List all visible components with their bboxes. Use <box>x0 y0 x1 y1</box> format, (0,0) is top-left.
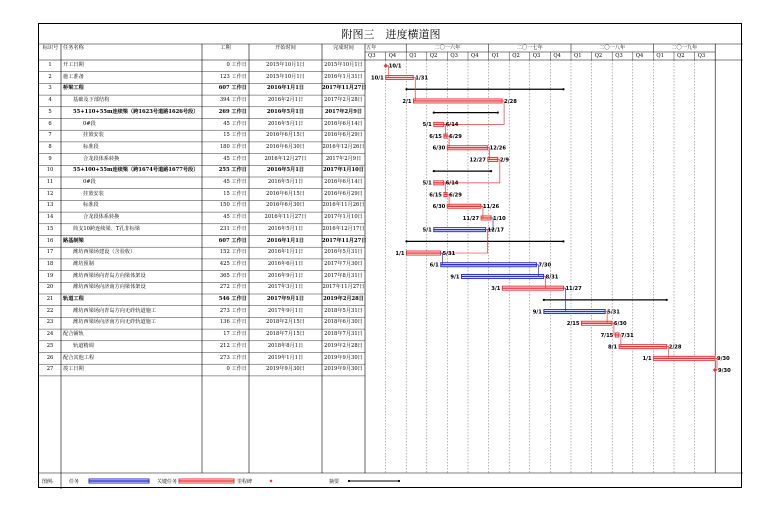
row-duration: 45 工作日 <box>223 214 247 221</box>
row-start: 2016年6月30日 <box>266 202 305 209</box>
row-finish: 2019年9月30日 <box>324 354 363 361</box>
row-id: 10 <box>46 167 54 174</box>
summary-endpoint <box>405 240 407 242</box>
bar-end-label: 1/10 <box>493 215 506 222</box>
gantt-chart <box>38 23 742 488</box>
row-finish: 2017年1月10日 <box>324 214 363 221</box>
row-finish: 2017年11月27日 <box>322 237 367 244</box>
row-finish: 2017年7月30日 <box>324 260 363 267</box>
row-start: 2016年5月1日 <box>266 167 305 174</box>
col-header-duration: 工期 <box>220 45 231 51</box>
bar-start-label: 10/1 <box>371 75 384 82</box>
row-start: 2016年12月27日 <box>264 155 307 162</box>
bar-start-label: 7/15 <box>600 332 614 339</box>
row-start: 2018年2月15日 <box>266 319 305 326</box>
row-id: 8 <box>48 143 52 150</box>
row-start: 2017年9月1日 <box>267 307 304 314</box>
quarter-label: Q3 <box>368 52 376 59</box>
row-finish: 2018年6月30日 <box>324 319 363 326</box>
row-start: 2016年1月1日 <box>266 237 305 244</box>
year-label: 二〇一八年 <box>599 44 626 51</box>
row-finish: 2017年2月9日 <box>325 155 362 162</box>
quarter-label: Q3 <box>450 52 458 59</box>
row-duration: 273 工作日 <box>219 307 247 314</box>
row-id: 26 <box>46 354 54 361</box>
row-duration: 212 工作日 <box>219 342 247 349</box>
bar-end-label: 9/30 <box>716 356 730 363</box>
row-task-name: 潍坊预制 <box>73 260 94 267</box>
row-start: 2016年5月1日 <box>266 108 305 115</box>
row-finish: 2016年11月26日 <box>322 202 365 209</box>
row-task-name: 0#段 <box>83 120 96 127</box>
row-start: 2019年1月1日 <box>267 354 304 361</box>
row-id: 14 <box>46 214 54 221</box>
bar-end-label: 5/31 <box>607 309 620 316</box>
row-task-name: 轨道工程 <box>63 296 84 302</box>
quarter-label: Q1 <box>491 52 500 59</box>
bar-end-label: 6/29 <box>449 192 462 199</box>
row-finish: 2017年8月31日 <box>324 272 363 279</box>
row-start: 2016年6月15日 <box>266 190 305 197</box>
row-finish: 2019年2月28日 <box>324 342 363 349</box>
row-task-name: 轨道精调 <box>73 342 94 349</box>
quarter-label: Q2 <box>429 52 438 59</box>
bar-end-label: 6/14 <box>445 122 459 129</box>
summary-endpoint <box>433 170 435 172</box>
row-start: 2015年10月1日 <box>266 73 305 80</box>
row-duration: 0 工作日 <box>226 62 247 68</box>
row-start: 2016年6月30日 <box>266 143 305 150</box>
row-task-name: 简支10跨连续梁、T孔非标梁 <box>73 225 141 232</box>
quarter-label: Q4 <box>388 52 397 59</box>
bar-end-label: 2/28 <box>668 344 682 351</box>
row-id: 13 <box>46 202 54 209</box>
quarter-label: Q1 <box>656 52 664 59</box>
row-id: 21 <box>46 296 54 302</box>
row-task-name: 配合铺轨 <box>63 331 84 338</box>
row-finish: 2017年11月27日 <box>322 85 367 92</box>
bar-start-label: 6/1 <box>429 262 439 269</box>
row-id: 6 <box>48 120 52 127</box>
bar-end-label: 6/14 <box>445 180 459 187</box>
year-label: 二〇一九年 <box>671 44 698 51</box>
row-task-name: 施工准备 <box>63 73 84 80</box>
bar-start-label: 5/1 <box>422 227 432 234</box>
row-id: 3 <box>48 85 52 92</box>
row-id: 2 <box>48 73 52 80</box>
row-id: 16 <box>46 237 54 244</box>
row-duration: 394 工作日 <box>219 97 247 104</box>
row-task-name: 挂篮安装 <box>83 190 104 197</box>
row-duration: 425 工作日 <box>219 260 247 267</box>
row-id: 23 <box>46 319 54 326</box>
row-start: 2016年2月1日 <box>267 97 304 104</box>
bar-start-label: 2/1 <box>402 98 412 105</box>
row-id: 19 <box>46 272 54 279</box>
row-finish: 2017年2月9日 <box>324 108 363 115</box>
row-id: 27 <box>46 366 54 373</box>
summary-endpoint <box>490 170 492 172</box>
row-duration: 269 工作日 <box>218 108 247 115</box>
row-finish: 2019年2月28日 <box>323 296 364 302</box>
quarter-label: Q2 <box>512 52 520 59</box>
row-duration: 0 工作日 <box>226 366 247 373</box>
row-task-name: 竣工日期 <box>63 366 84 373</box>
legend-title: 图例: <box>42 479 54 485</box>
summary-endpoint <box>562 240 564 242</box>
row-finish: 2017年2月28日 <box>324 97 363 104</box>
bar-end-label: 8/31 <box>545 274 559 281</box>
row-task-name: 标准段 <box>83 143 99 150</box>
bar-end-label: 12/26 <box>489 145 507 152</box>
legend <box>39 473 743 488</box>
row-task-name: 潍坊西梁场建设（含验收） <box>73 249 136 256</box>
bar-start-label: 3/1 <box>491 285 501 292</box>
quarter-label: Q4 <box>471 52 479 59</box>
row-duration: 15 工作日 <box>223 132 247 139</box>
row-start: 2016年5月1日 <box>267 120 304 127</box>
row-id: 11 <box>46 179 54 185</box>
col-header-finish: 完成时间 <box>333 45 354 51</box>
row-task-name: 合龙段体系转换 <box>83 214 120 221</box>
quarter-label: Q1 <box>574 52 582 59</box>
row-duration: 273 工作日 <box>219 354 247 361</box>
bar-start-label: 6/15 <box>429 192 442 199</box>
year-label: 二〇一六年 <box>434 44 461 51</box>
col-header-id: 标识号 <box>42 45 59 51</box>
row-start: 2019年9月30日 <box>266 366 305 373</box>
row-finish: 2016年6月29日 <box>324 190 363 197</box>
row-id: 20 <box>46 284 54 291</box>
row-id: 24 <box>46 331 54 338</box>
bar-end-label: 10/1 <box>388 63 402 70</box>
bar-start-label: 9/1 <box>450 274 460 281</box>
row-task-name: 55+100+55m连续梁（跨1674号道路1677号段） <box>73 167 199 174</box>
row-finish: 2018年5月31日 <box>324 307 363 314</box>
row-task-name: 配合其他工程 <box>63 354 95 361</box>
row-start: 2016年5月1日 <box>267 225 304 232</box>
col-header-start: 开始时间 <box>275 45 296 51</box>
bar-start-label: 9/1 <box>532 309 542 316</box>
bar-end-label: 1/31 <box>415 75 428 82</box>
row-start: 2018年7月15日 <box>266 331 305 338</box>
row-start: 2016年5月1日 <box>267 179 304 185</box>
row-duration: 123 工作日 <box>219 73 247 80</box>
legend-summary-label: 摘要 <box>329 479 340 485</box>
row-task-name: 基础及下部结构 <box>73 97 110 104</box>
row-id: 1 <box>48 62 52 68</box>
bar-end-label: 9/30 <box>717 367 731 374</box>
summary-endpoint <box>543 299 545 301</box>
bar-start-label: 8/1 <box>608 344 618 351</box>
row-duration: 180 工作日 <box>219 143 247 150</box>
row-duration: 45 工作日 <box>223 155 247 162</box>
row-duration: 607 工作日 <box>218 85 247 92</box>
row-finish: 2019年9月30日 <box>324 366 363 373</box>
row-id: 15 <box>46 225 54 232</box>
row-id: 4 <box>48 97 52 104</box>
bar-start-label: 5/1 <box>422 180 432 187</box>
row-task-name: 潍坊西梁场向青岛方向无砟轨道施工 <box>73 307 157 314</box>
bar-end-label: 7/30 <box>538 262 552 269</box>
row-duration: 150 工作日 <box>219 202 247 209</box>
row-finish: 2016年12月17日 <box>322 225 365 232</box>
row-id: 9 <box>48 155 52 162</box>
quarter-label: Q3 <box>615 52 623 59</box>
bar-end-label: 12/17 <box>487 227 504 234</box>
year-label: 二〇一七年 <box>516 44 543 51</box>
quarter-label: Q2 <box>594 52 603 59</box>
row-task-name: 潍坊西梁场向济南方向无砟轨道施工 <box>73 319 157 326</box>
bar-start-label: 5/1 <box>422 122 432 129</box>
bar-end-label: 5/31 <box>442 250 456 257</box>
row-finish: 2015年10月1日 <box>324 62 363 68</box>
bar-start-label: 2/15 <box>566 321 580 328</box>
row-id: 18 <box>46 260 54 267</box>
row-duration: 546 工作日 <box>218 296 247 302</box>
quarter-label: Q3 <box>532 52 541 59</box>
row-id: 22 <box>46 307 54 314</box>
row-start: 2015年10月1日 <box>266 62 305 68</box>
row-duration: 136 工作日 <box>219 319 247 326</box>
row-id: 5 <box>48 108 52 115</box>
year-label: 五年 <box>366 44 377 51</box>
row-id: 12 <box>46 190 54 197</box>
row-finish: 2016年12月26日 <box>322 143 365 150</box>
row-id: 7 <box>48 132 52 139</box>
summary-endpoint <box>405 88 407 90</box>
row-duration: 17 工作日 <box>223 331 247 338</box>
row-task-name: 开工日期 <box>63 62 84 68</box>
row-duration: 607 工作日 <box>218 237 247 244</box>
quarter-label: Q3 <box>697 52 706 59</box>
row-start: 2017年3月1日 <box>267 284 304 291</box>
quarter-label: Q2 <box>677 52 685 59</box>
row-start: 2016年1月1日 <box>267 249 304 256</box>
bar-end-label: 11/26 <box>482 204 500 211</box>
bar-start-label: 6/15 <box>429 133 442 140</box>
row-task-name: 路基制梁 <box>63 237 84 244</box>
bar-start-label: 1/1 <box>395 250 405 257</box>
row-duration: 45 工作日 <box>223 120 247 127</box>
row-start: 2016年1月1日 <box>266 85 305 92</box>
row-task-name: 0#段 <box>83 179 96 185</box>
row-finish: 2017年11月27日 <box>322 284 365 291</box>
bar-start-label: 6/30 <box>432 204 446 211</box>
bar-start-label: 6/30 <box>432 145 446 152</box>
gantt-grid <box>39 24 743 489</box>
row-finish: 2016年6月29日 <box>324 132 363 139</box>
quarter-label: Q4 <box>635 52 644 59</box>
row-duration: 152 工作日 <box>219 249 247 256</box>
row-duration: 365 工作日 <box>219 272 247 279</box>
quarter-label: Q4 <box>553 52 561 59</box>
row-finish: 2016年1月31日 <box>324 73 363 80</box>
row-duration: 45 工作日 <box>223 179 247 185</box>
bar-end-label: 11/27 <box>565 285 582 292</box>
row-finish: 2016年5月31日 <box>324 249 363 256</box>
row-start: 2016年6月1日 <box>267 260 304 267</box>
bar-start-label: 1/1 <box>642 356 652 363</box>
row-start: 2018年8月1日 <box>267 342 304 349</box>
summary-endpoint <box>562 88 564 90</box>
bar-end-label: 7/31 <box>620 332 634 339</box>
col-header-name: 任务名称 <box>63 45 84 51</box>
row-finish: 2016年6月14日 <box>324 120 363 127</box>
row-duration: 231 工作日 <box>219 225 247 232</box>
bar-end-label: 6/30 <box>613 321 627 328</box>
bar-end-label: 6/29 <box>449 133 462 140</box>
legend-milestone-label: 里程碑 <box>237 479 253 485</box>
bar-start-label: 11/27 <box>462 215 480 222</box>
quarter-label: Q1 <box>409 52 417 59</box>
bar-start-label: 12/27 <box>469 157 486 164</box>
row-task-name: 潍坊西梁场向青岛方向梁体架设 <box>73 272 146 279</box>
row-duration: 15 工作日 <box>223 190 247 197</box>
row-start: 2016年6月15日 <box>266 132 305 139</box>
summary-endpoint <box>497 112 499 114</box>
row-id: 25 <box>46 342 54 349</box>
row-task-name: 潍坊西梁场向济南方向梁体架设 <box>73 284 146 291</box>
row-task-name: 55+110+55m连续梁（跨1623号道路1626号段） <box>73 108 199 115</box>
row-task-name: 桥梁工程 <box>63 85 84 92</box>
row-task-name: 挂篮安装 <box>83 132 104 139</box>
row-start: 2016年9月1日 <box>267 272 304 279</box>
row-finish: 2016年6月14日 <box>324 179 363 185</box>
row-finish: 2018年7月31日 <box>324 331 363 338</box>
legend-critical-label: 关键任务 <box>157 479 178 485</box>
row-id: 17 <box>46 249 54 256</box>
row-start: 2016年11月27日 <box>264 214 307 221</box>
row-duration: 255 工作日 <box>218 167 247 174</box>
page-title: 附图三 进度横道图 <box>341 28 441 41</box>
legend-task-label: 任务 <box>69 479 80 485</box>
bar-end-label: 2/9 <box>499 157 509 164</box>
row-duration: 272 工作日 <box>219 284 247 291</box>
summary-endpoint <box>666 299 668 301</box>
row-finish: 2017年1月10日 <box>323 167 364 174</box>
summary-endpoint <box>433 112 435 114</box>
row-task-name: 标准段 <box>83 202 99 209</box>
row-start: 2017年9月1日 <box>266 296 305 302</box>
bar-end-label: 2/28 <box>504 98 517 105</box>
row-task-name: 合龙段体系转换 <box>83 155 120 162</box>
